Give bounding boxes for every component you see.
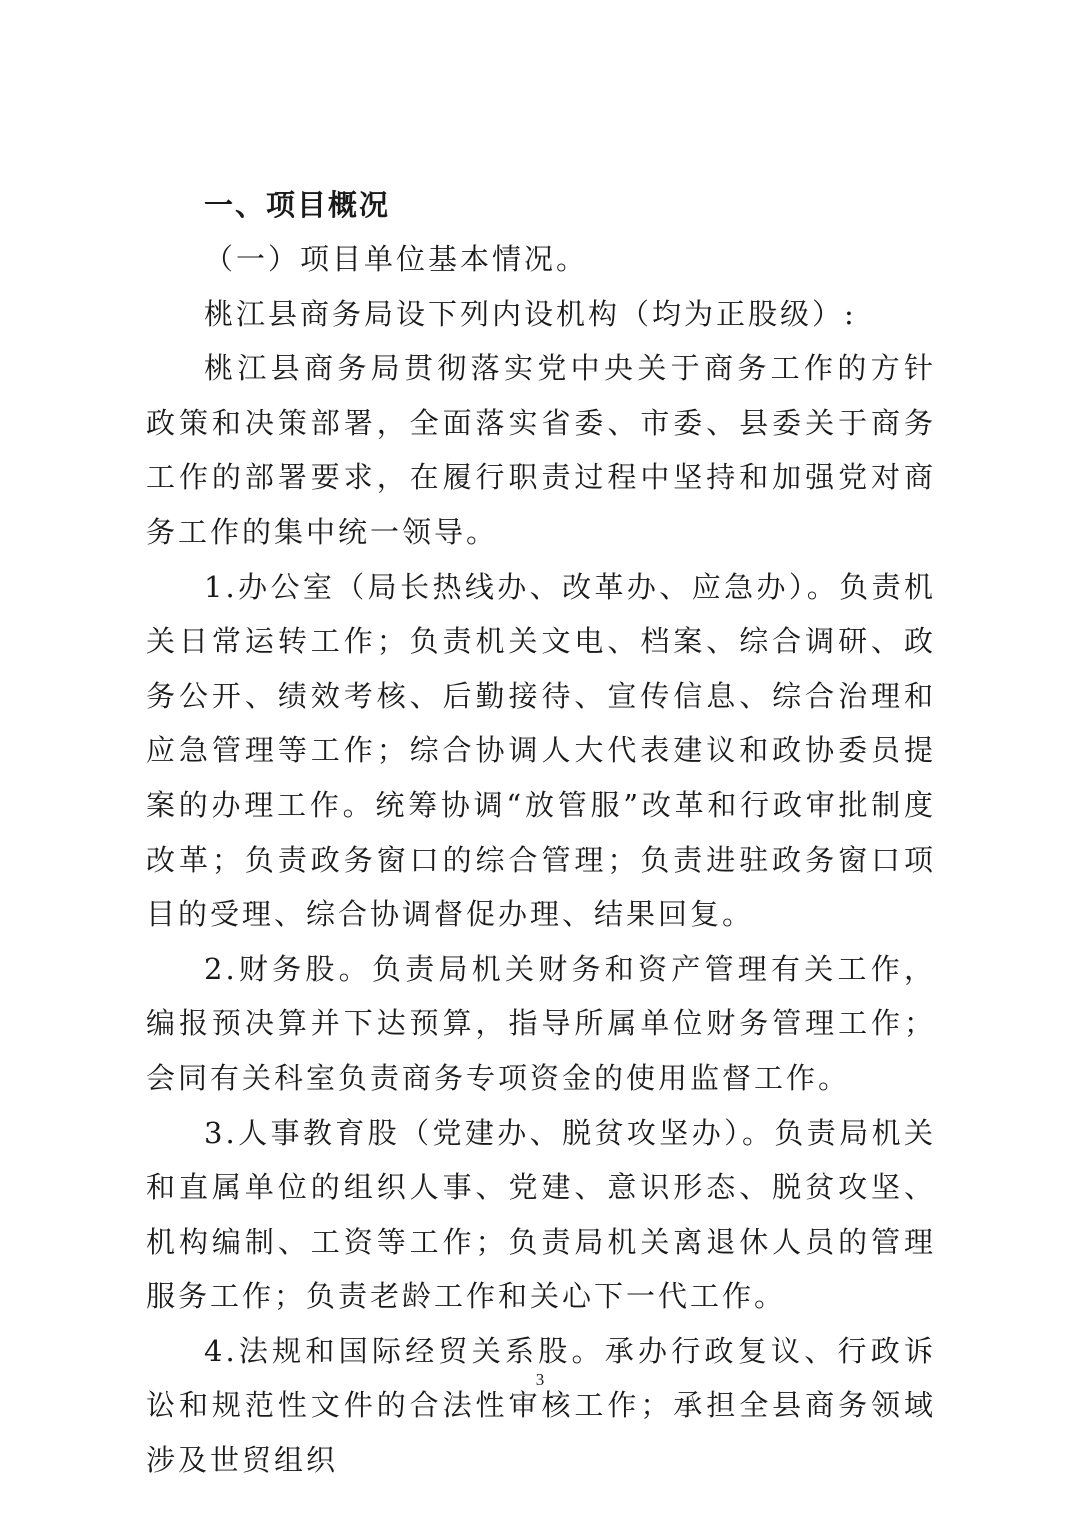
paragraph-office: 1.办公室（局长热线办、改革办、应急办）。负责机关日常运转工作；负责机关文电、档案、综合调研、政务公开、绩效考核、后勤接待、宣传信息、综合治理和应急管理等工作；综合协调人大代表建议和政协委员提案的办理工作。统筹协调“放管服”改革和行政审批制度改革；负责政务窗口的综合管理；负责进驻政务窗口项目的受理、综合协调督促办理、结果回复。 bbox=[146, 569, 936, 932]
section-heading: 一、项目概况 bbox=[204, 188, 391, 222]
document-body bbox=[146, 178, 936, 1488]
paragraph-legal-trade-section: 4.法规和国际经贸关系股。承办行政复议、行政诉讼和规范性文件的合法性审核工作；承担全县商务领域涉及世贸组织 bbox=[146, 1333, 936, 1478]
paragraph-personnel-section: 3.人事教育股（党建办、脱贫攻坚办）。负责局机关和直属单位的组织人事、党建、意识形态、脱贫攻坚、机构编制、工资等工作；负责局机关离退休人员的管理服务工作；负责老龄工作和关心下一代工作。 bbox=[146, 1115, 936, 1314]
paragraph-bureau-mission: 桃江县商务局贯彻落实党中央关于商务工作的方针政策和决策部署，全面落实省委、市委、县委关于商务工作的部署要求，在履行职责过程中坚持和加强党对商务工作的集中统一领导。 bbox=[146, 351, 936, 549]
paragraph-internal-units-intro: 桃江县商务局设下列内设机构（均为正股级）: bbox=[204, 296, 857, 331]
page-number: 3 bbox=[535, 1370, 545, 1389]
paragraph-subsection-title: （一）项目单位基本情况。 bbox=[204, 242, 589, 276]
paragraph-finance-section: 2.财务股。负责局机关财务和资产管理有关工作，编报预决算并下达预算，指导所属单位财务管理工作；会同有关科室负责商务专项资金的使用监督工作。 bbox=[146, 951, 936, 1095]
